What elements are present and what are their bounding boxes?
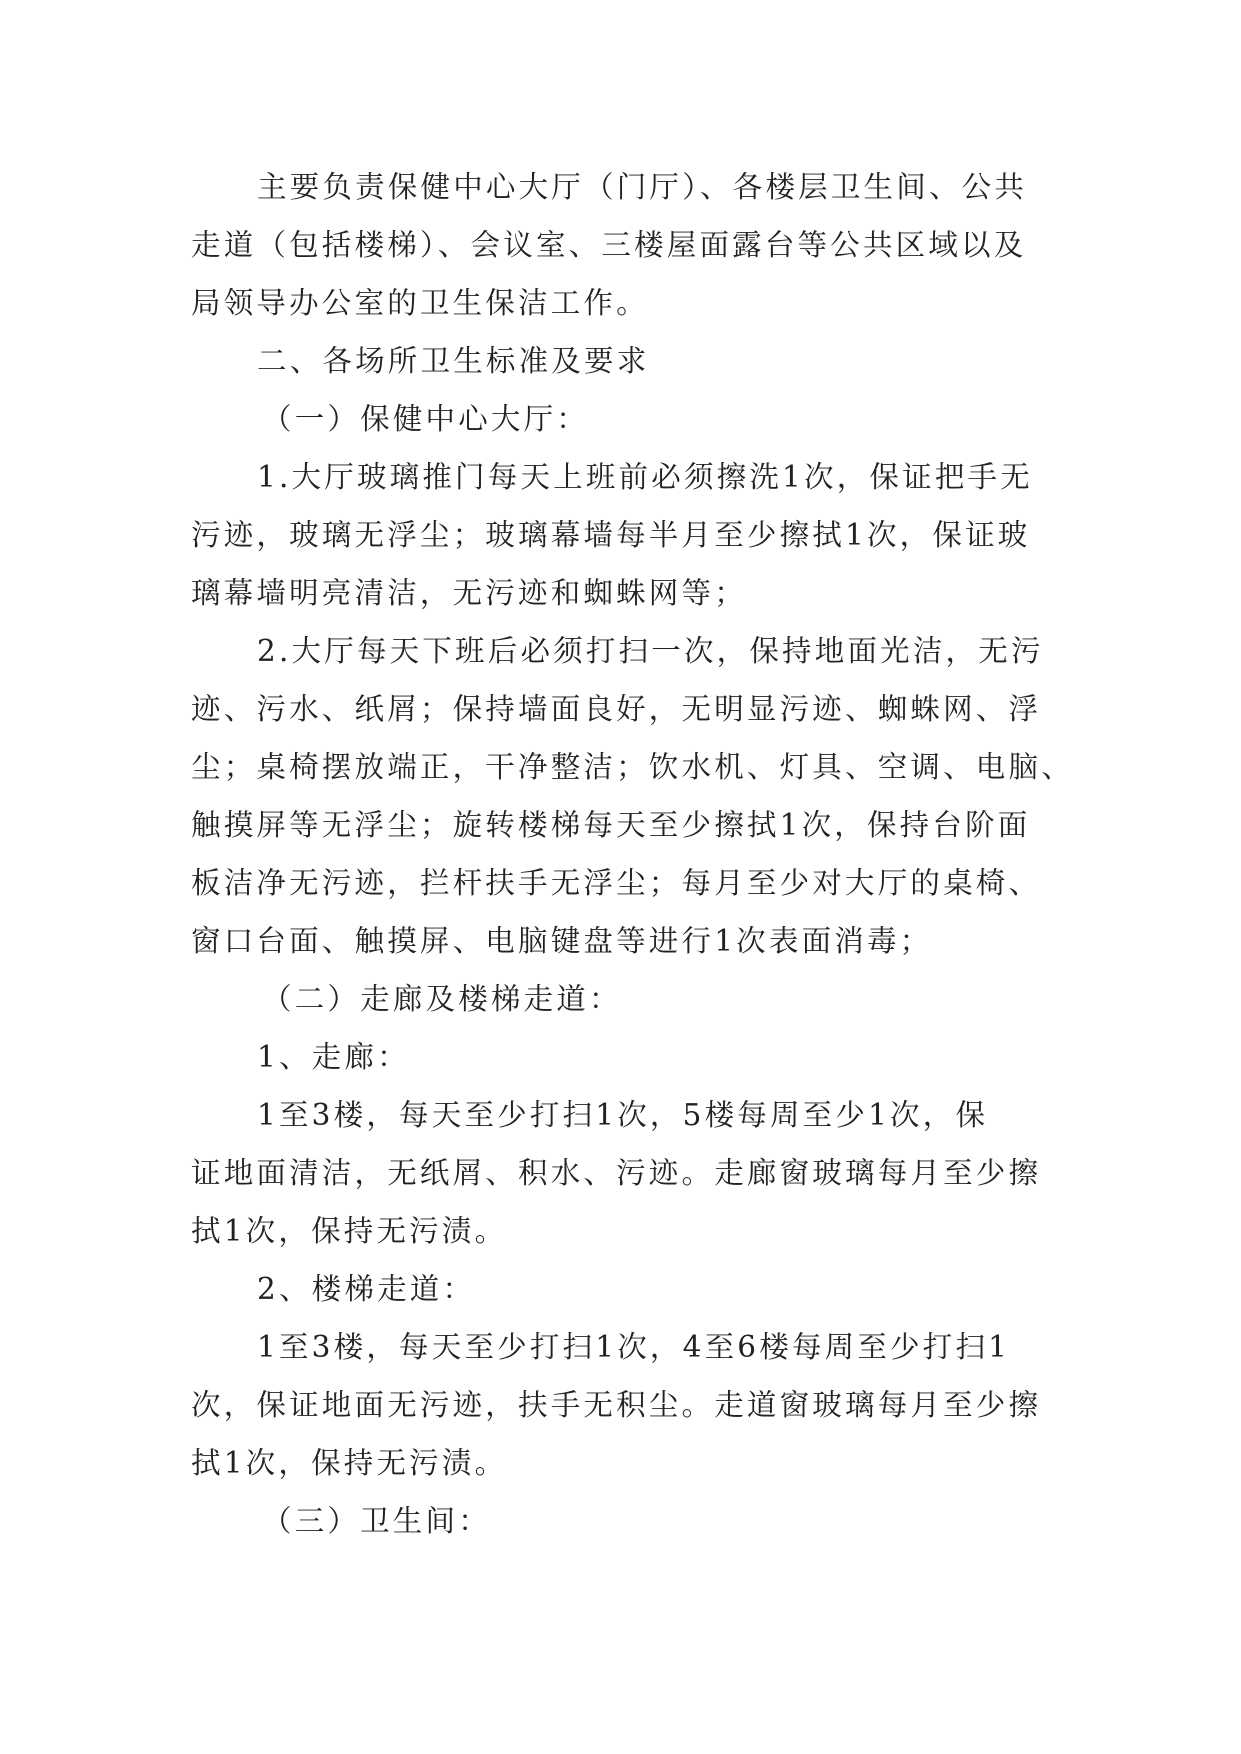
heading-text: 1、走廊： [257,1040,410,1074]
heading-text: 二、各场所卫生标准及要求 [257,344,650,378]
item-heading-stairway [191,1260,1051,1318]
item-heading-corridor [191,1028,1051,1086]
text-line: 触摸屏等无浮尘；旋转楼梯每天至少擦拭1次，保持台阶面 [191,808,1031,842]
document-body [191,158,1074,1550]
heading-text: （三）卫生间： [262,1504,491,1538]
text-line: 污迹，玻璃无浮尘；玻璃幕墙每半月至少擦拭1次，保证玻 [191,518,1031,552]
text-line: 次，保证地面无污迹，扶手无积尘。走道窗玻璃每月至少擦 [191,1388,1042,1422]
subsection-heading-corridor [191,970,1051,1028]
heading-text: 2、楼梯走道： [257,1272,476,1306]
text-line: 迹、污水、纸屑；保持墙面良好，无明显污迹、蜘蛛网、浮 [191,692,1042,726]
paragraph-stairway [191,1318,1051,1492]
subsection-heading-lobby [191,390,1051,448]
text-line: 主要负责保健中心大厅（门厅）、各楼层卫生间、公共 [257,170,1028,204]
section-heading [191,332,1051,390]
text-line: 窗口台面、触摸屏、电脑键盘等进行1次表面消毒； [191,924,933,958]
subsection-heading-restroom [191,1492,1051,1550]
heading-text: （二）走廊及楼梯走道： [262,982,622,1016]
text-line: 尘；桌椅摆放端正，干净整洁；饮水机、灯具、空调、电脑、 [191,750,1074,784]
text-line: 拭1次，保持无污渍。 [191,1214,508,1248]
text-line: 局领导办公室的卫生保洁工作。 [191,286,649,320]
paragraph-corridor [191,1086,1051,1260]
text-line: 1至3楼，每天至少打扫1次，4至6楼每周至少打扫1 [257,1330,1011,1364]
text-line: 拭1次，保持无污渍。 [191,1446,508,1480]
text-line: 走道（包括楼梯）、会议室、三楼屋面露台等公共区域以及 [191,228,1027,262]
text-line: 2.大厅每天下班后必须打扫一次，保持地面光洁，无污 [257,634,1044,668]
text-line: 证地面清洁，无纸屑、积水、污迹。走廊窗玻璃每月至少擦 [191,1156,1042,1190]
paragraph-lobby-1 [191,448,1051,622]
text-line: 板洁净无污迹，拦杆扶手无浮尘；每月至少对大厅的桌椅、 [191,866,1042,900]
paragraph-lobby-2 [191,622,1074,970]
text-line: 1至3楼，每天至少打扫1次，5楼每周至少1次，保 [257,1098,989,1132]
text-line: 璃幕墙明亮清洁，无污迹和蜘蛛网等； [191,576,747,610]
text-line: 1.大厅玻璃推门每天上班前必须擦洗1次，保证把手无 [257,460,1033,494]
paragraph-scope [191,158,1051,332]
heading-text: （一）保健中心大厅： [262,402,590,436]
